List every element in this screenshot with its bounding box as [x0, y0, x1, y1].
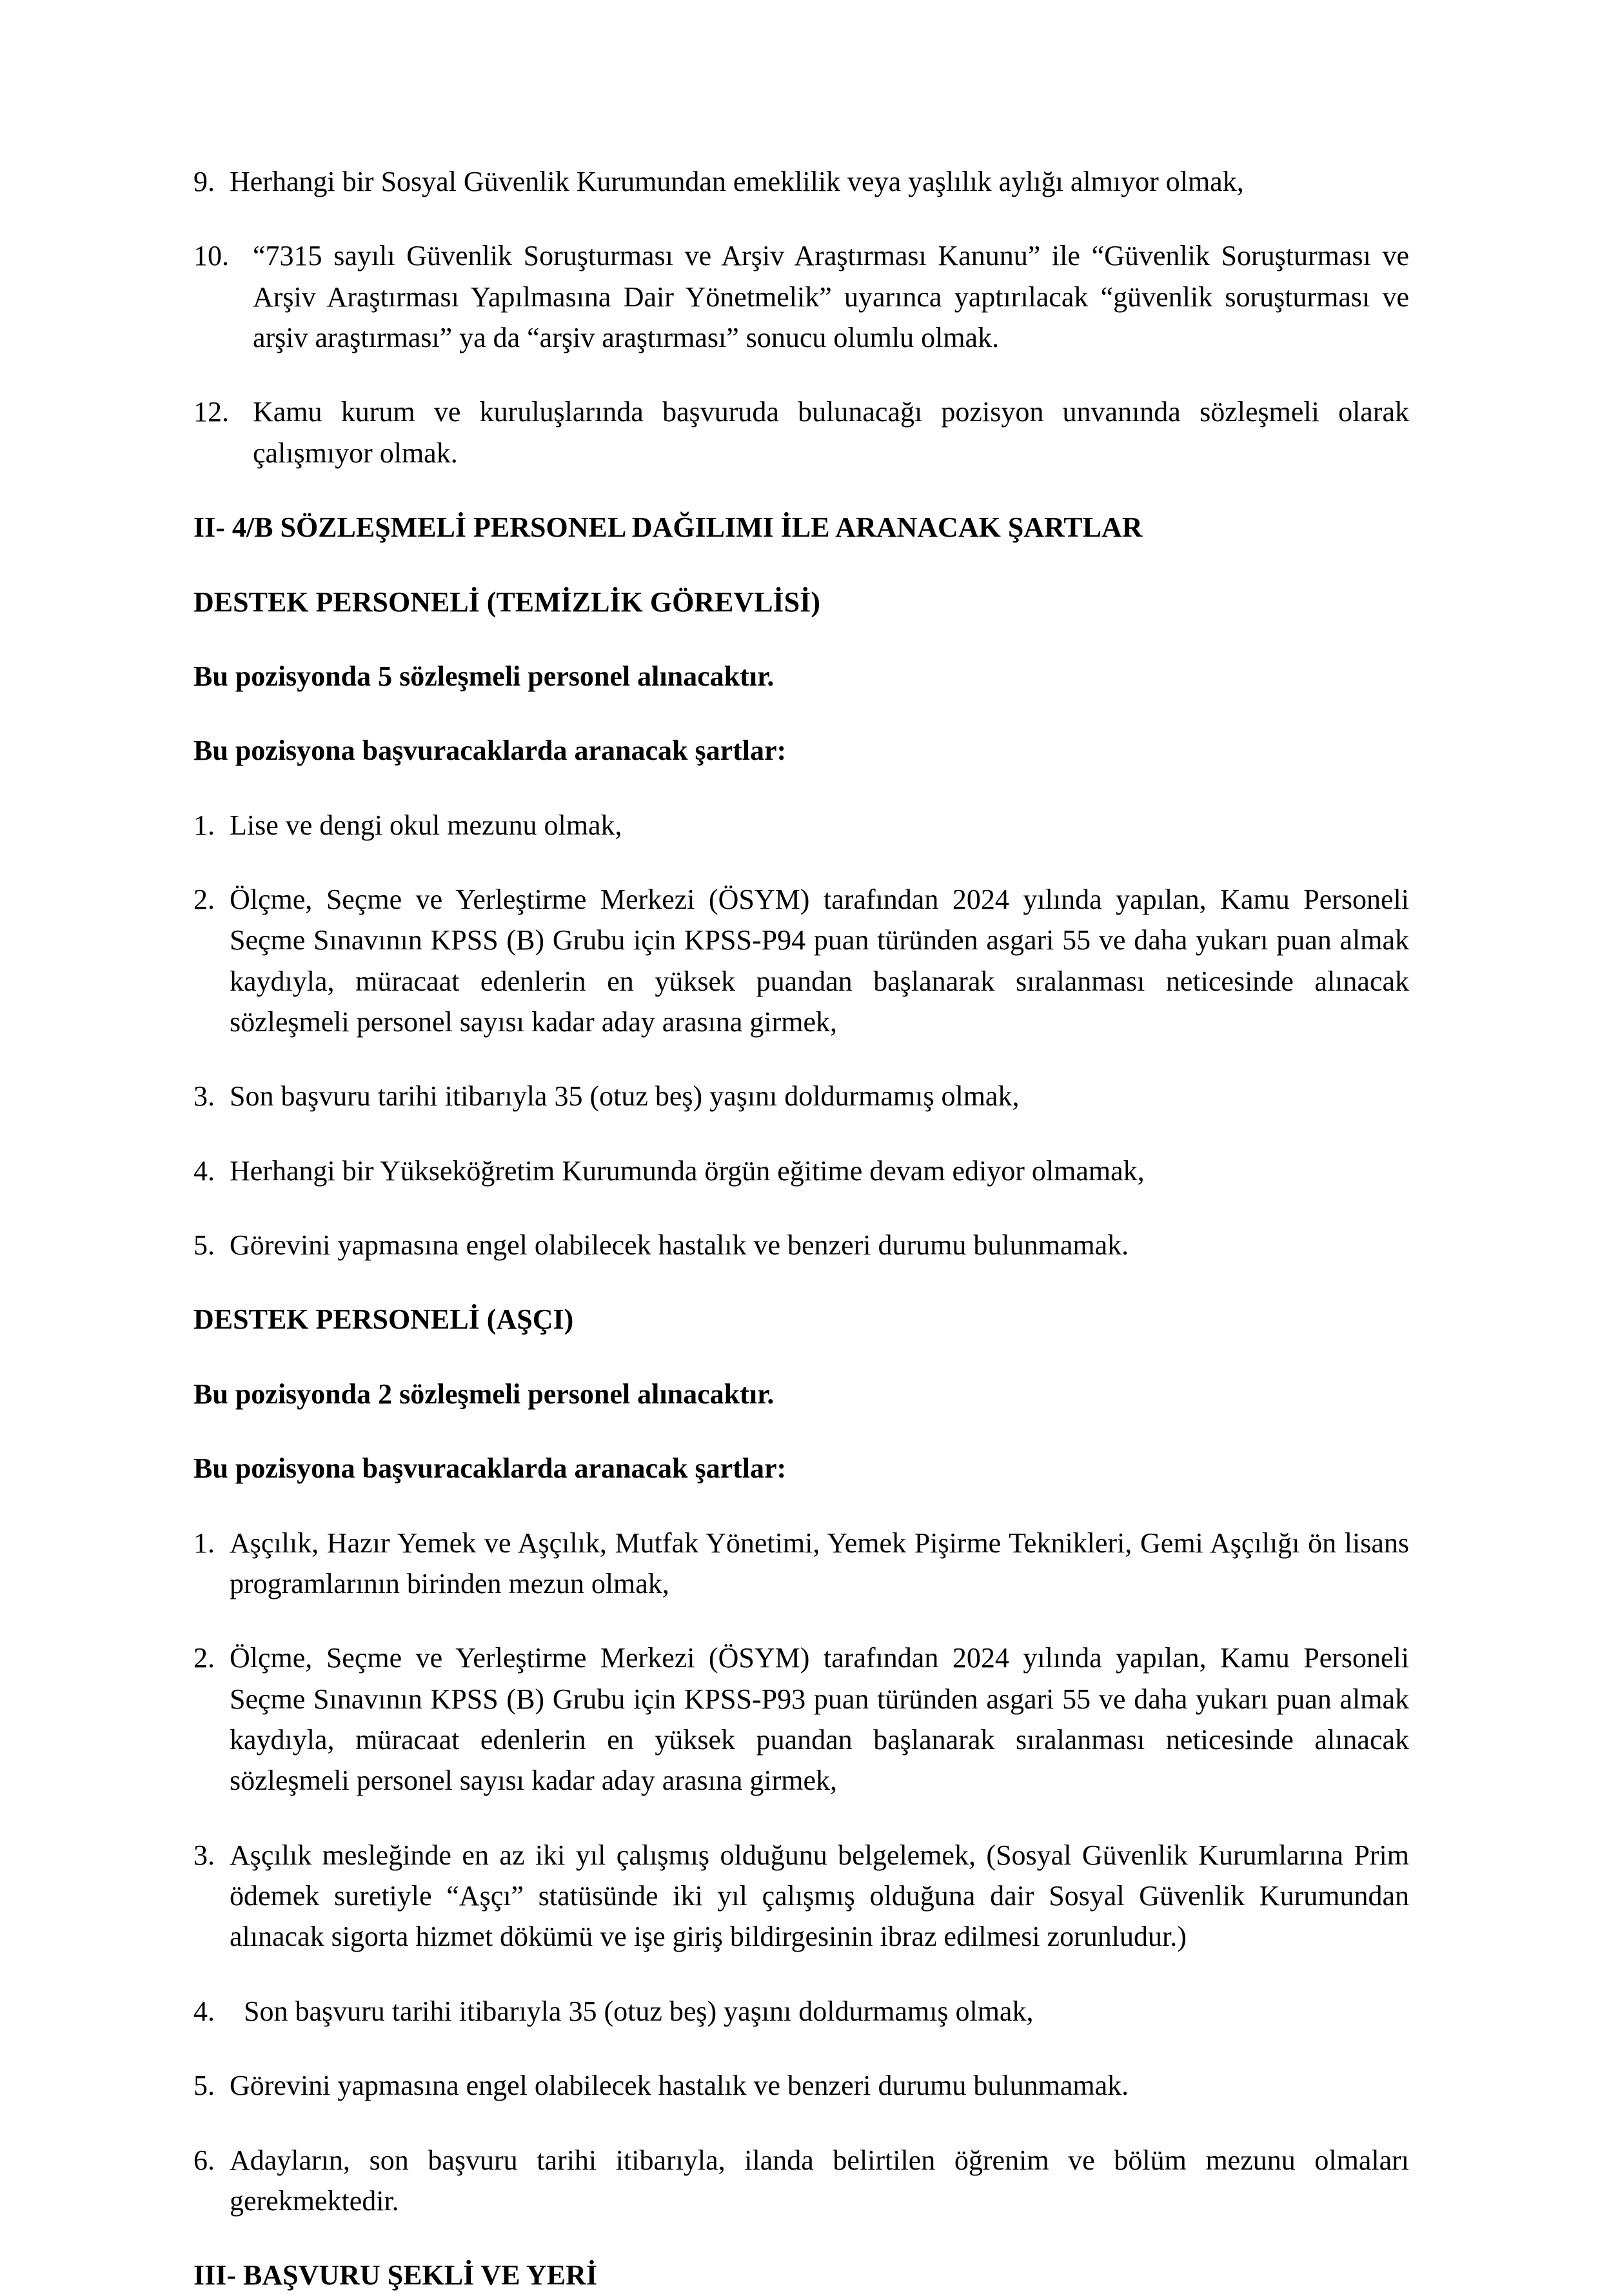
list-item [193, 161, 1409, 202]
list-item [193, 1151, 1409, 1191]
position-requirements-heading-temizlik-gorevlisi: Bu pozisyona başvuracaklarda aranacak şartlar: [193, 735, 787, 767]
list-item-number: 1. [193, 1527, 215, 1559]
list-item-number: 6. [193, 2144, 215, 2176]
list-item-number: 2. [193, 1642, 215, 1674]
list-item-text: “7315 sayılı Güvenlik Soruşturması ve Arşiv Araştırması Kanunu” ile “Güvenlik Soruşturması ve Arşiv Araştırması Yapılmasına Dair Yönetmelik” uyarınca yaptırılacak “güvenlik soruşturması ve arşiv araştırması” ya da “arşiv araştırması” sonucu olumlu olmak. [253, 240, 1409, 354]
list-item [193, 805, 1409, 846]
section-ii-heading: II- 4/B SÖZLEŞMELİ PERSONEL DAĞILIMI İLE ARANACAK ŞARTLAR [193, 511, 1143, 544]
position-title-temizlik-gorevlisi: DESTEK PERSONELİ (TEMİZLİK GÖREVLİSİ) [193, 586, 820, 618]
list-item [193, 1076, 1409, 1116]
list-item [193, 879, 1409, 1042]
list-item-number: 10. [193, 240, 229, 272]
list-item-number: 1. [193, 809, 215, 841]
list-item-number: 2. [193, 883, 215, 915]
position-requirements-heading-asci: Bu pozisyona başvuracaklarda aranacak şartlar: [193, 1452, 787, 1485]
section-iii-heading: III- BAŞVURU ŞEKLİ VE YERİ [193, 2259, 597, 2291]
list-item-number: 4. [193, 1995, 215, 2027]
list-item-text: Son başvuru tarihi itibarıyla 35 (otuz beş) yaşını doldurmamış olmak, [244, 1995, 1034, 2027]
list-item-text: Görevini yapmasına engel olabilecek hastalık ve benzeri durumu bulunmamak. [230, 1229, 1129, 1262]
list-item [193, 2065, 1409, 2106]
list-item-number: 5. [193, 1229, 215, 1262]
list-item [193, 1638, 1409, 1801]
list-item-number: 9. [193, 166, 215, 197]
list-item-text: Adayların, son başvuru tarihi itibarıyla, ilanda belirtilen öğrenim ve bölüm mezunu olmaları gerekmektedir. [230, 2144, 1409, 2217]
list-item-number: 3. [193, 1080, 215, 1113]
list-item-text: Aşçılık, Hazır Yemek ve Aşçılık, Mutfak Yönetimi, Yemek Pişirme Teknikleri, Gemi Aşçılığı ön lisans programlarının birinden mezun olmak, [230, 1527, 1409, 1599]
list-item-text: Lise ve dengi okul mezunu olmak, [230, 809, 622, 841]
list-item-text: Ölçme, Seçme ve Yerleştirme Merkezi (ÖSYM) tarafından 2024 yılında yapılan, Kamu Personeli Seçme Sınavının KPSS (B) Grubu için KPSS-P93 puan türünden asgari 55 ve daha yukarı puan almak kaydıyla, müracaat edenlerin en yüksek puandan başlanarak sıralanması neticesinde alınacak sözleşmeli personel sayısı kadar aday arasına girmek, [230, 1642, 1409, 1797]
position-quota-asci: Bu pozisyonda 2 sözleşmeli personel alınacaktır. [193, 1378, 775, 1410]
list-item-number: 5. [193, 2070, 215, 2102]
position-title-asci: DESTEK PERSONELİ (AŞÇI) [193, 1303, 574, 1336]
list-item-text: Herhangi bir Yükseköğretim Kurumunda örgün eğitime devam ediyor olmamak, [230, 1154, 1145, 1187]
list-item-text: Kamu kurum ve kuruluşlarında başvuruda bulunacağı pozisyon unvanında sözleşmeli olarak çalışmıyor olmak. [253, 396, 1409, 469]
position-quota-temizlik-gorevlisi: Bu pozisyonda 5 sözleşmeli personel alınacaktır. [193, 660, 775, 692]
list-item-text: Herhangi bir Sosyal Güvenlik Kurumundan emeklilik veya yaşlılık aylığı almıyor olmak, [230, 166, 1244, 197]
list-item-number: 4. [193, 1154, 215, 1187]
list-item-text: Son başvuru tarihi itibarıyla 35 (otuz beş) yaşını doldurmamış olmak, [230, 1080, 1020, 1113]
list-item-number: 12. [193, 396, 229, 428]
list-item [193, 1991, 1409, 2032]
list-item-text: Ölçme, Seçme ve Yerleştirme Merkezi (ÖSYM) tarafından 2024 yılında yapılan, Kamu Personeli Seçme Sınavının KPSS (B) Grubu için KPSS-P94 puan türünden asgari 55 ve daha yukarı puan almak kaydıyla, müracaat edenlerin en yüksek puandan başlanarak sıralanması neticesinde alınacak sözleşmeli personel sayısı kadar aday arasına girmek, [230, 883, 1409, 1038]
list-item [193, 235, 1409, 358]
list-item-number: 3. [193, 1839, 215, 1871]
list-item [193, 391, 1409, 473]
list-item [193, 2140, 1409, 2222]
list-item [193, 1523, 1409, 1605]
list-item [193, 1225, 1409, 1265]
list-item-text: Aşçılık mesleğinde en az iki yıl çalışmış olduğunu belgelemek, (Sosyal Güvenlik Kurumlarına Prim ödemek suretiyle “Aşçı” statüsünde iki yıl çalışmış olduğuna dair Sosyal Güvenlik Kurumundan alınacak sigorta hizmet dökümü ve işe giriş bildirgesinin ibraz edilmesi zorunludur.) [230, 1839, 1409, 1953]
list-item-text: Görevini yapmasına engel olabilecek hastalık ve benzeri durumu bulunmamak. [230, 2070, 1129, 2102]
list-item [193, 1835, 1409, 1957]
